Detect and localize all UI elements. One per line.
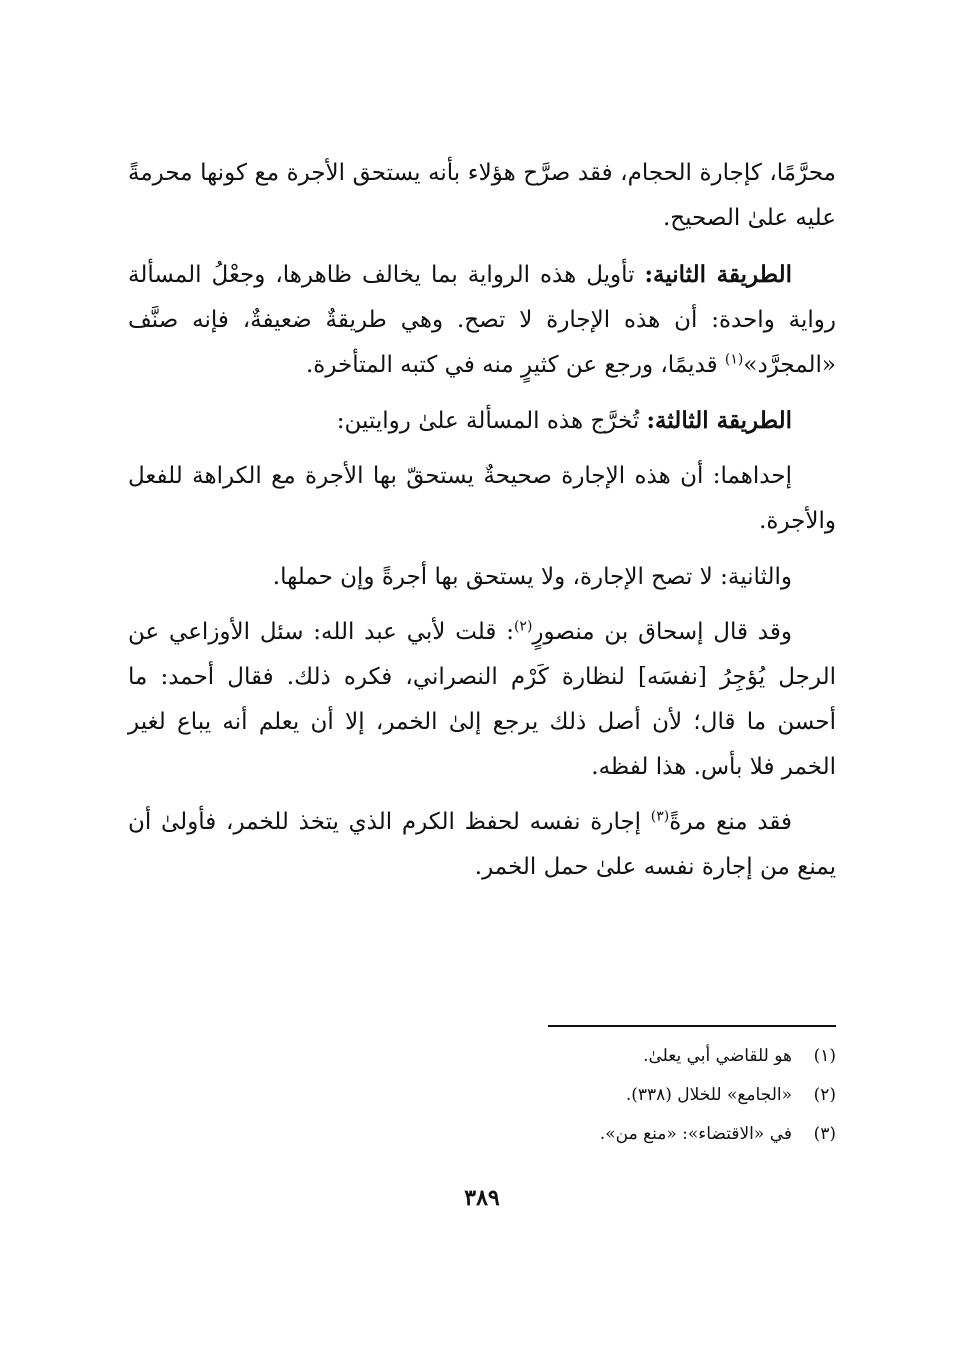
p5-text: والثانية: لا تصح الإجارة، ولا يستحق بها أجرةً وإن حملها. [272,564,792,590]
p7-text-b: إجارة نفسه لحفظ الكرم الذي يتخذ للخمر، فأولىٰ أن يمنع من إجارة نفسه علىٰ حمل الخمر. [128,809,836,880]
p1-text: محرَّمًا، كإجارة الحجام، فقد صرَّح هؤلاء بأنه يستحق الأجرة مع كونها محرمةً عليه علىٰ الصحيح. [128,160,836,231]
footnotes [400,1037,836,1154]
p4-text: إحداهما: أن هذه الإجارة صحيحةٌ يستحقّ بها الأجرة مع الكراهة للفعل والأجرة. [128,463,836,534]
footnote-3 [400,1115,836,1154]
p3-heading: الطريقة الثالثة: [646,407,792,434]
paragraph-2 [128,252,836,388]
footnote-2 [400,1076,836,1115]
footnote-text: «الجامع» للخلال (٣٣٨). [625,1085,792,1105]
footnote-1 [400,1037,836,1076]
footnote-number: (١) [813,1046,836,1066]
footnote-text: هو للقاضي أبي يعلىٰ. [643,1046,792,1066]
footnote-ref-1[interactable]: (١) [724,351,744,368]
p7-text-a: فقد منع مرةً [669,809,792,835]
paragraph-3 [128,398,836,444]
footnote-ref-3[interactable]: (٣) [650,808,670,825]
p3-text: تُخرَّج هذه المسألة علىٰ روايتين: [336,408,647,434]
page-number: ٣٨٩ [464,1185,500,1211]
p2-text-a: تأويل هذه الرواية بما يخالف ظاهرها، وجعْلُ المسألة رواية واحدة: أن هذه الإجارة لا تصح. وهي طريقةٌ ضعيفةٌ، فإنه صنَّف «المجرَّد» [128,262,836,378]
footnote-number: (٢) [813,1085,836,1105]
p6-text-a: وقد قال إسحاق بن منصورٍ [532,619,792,645]
paragraph-7 [128,800,836,890]
p6-text-b: : قلت لأبي عبد الله: سئل الأوزاعي عن الرجل يُؤجِرُ [نفسَه] لنظارة كَرْم النصراني، فكره ذلك. فقال أحمد: ما أحسن ما قال؛ لأن أصل ذلك يرجع إلىٰ الخمر، إلا أن يعلم أنه يباع لغير الخمر فلا بأس. هذا لفظه. [128,619,836,780]
paragraph-6 [128,610,836,790]
footnote-text: في «الاقتضاء»: «منع من». [599,1124,792,1144]
body-text [128,151,836,890]
paragraph-1 [128,151,836,241]
paragraph-5 [128,555,836,600]
p2-heading: الطريقة الثانية: [644,261,792,288]
footnote-divider [548,1025,836,1027]
footnote-ref-2[interactable]: (٢) [513,618,533,635]
footnote-number: (٣) [813,1124,836,1144]
paragraph-4 [128,454,836,544]
p2-text-b: قديمًا، ورجع عن كثيرٍ منه في كتبه المتأخرة. [305,352,725,378]
